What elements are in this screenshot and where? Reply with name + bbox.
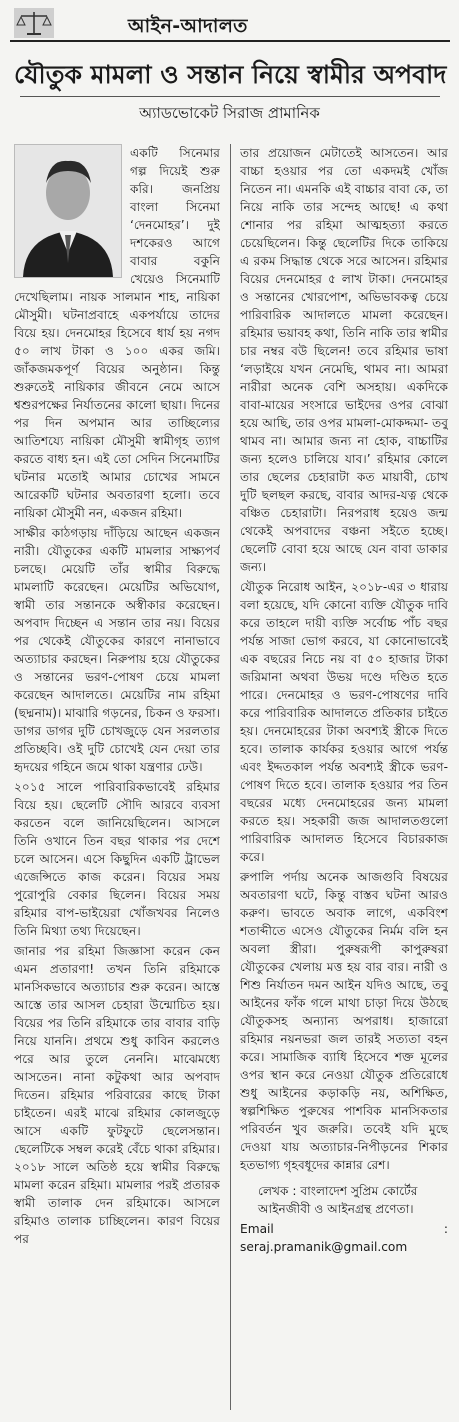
article-column-right (240, 144, 448, 1410)
article-paragraph: ২০১৫ সালে পারিবারিকভাবেই রহিমার বিয়ে হয়। ছেলেটি সৌদি আরবে ব্যবসা করতেন বলে জানিয়েছিলেন। আসলে তিনি ওখানে তিন বছর থাকার পর দেশে চলে আসেন। এসে কিছুদিন একটি ট্রাভেল এজেন্সিতে কাজ করেন। বিয়ের সময় পুরোপুরি বেকার ছিলেন। বিয়ের সময় রহিমার বাপ-ভাইয়েরা খোঁজখবর নিলেও তিনি মিথ্যা তথ্য দিয়েছেন। (14, 780, 220, 938)
headline-divider (20, 96, 440, 97)
article-paragraph: যৌতুক নিরোধ আইন, ২০১৮-এর ৩ ধারায় বলা হয়েছে, যদি কোনো ব্যক্তি যৌতুক দাবি করে তাহলে দায়ী ব্যক্তি সর্বোচ্চ পাঁচ বছর পর্যন্ত সাজা ভোগ করবে, যা কোনোভাবেই এক বছরের নিচে নয় বা ৫০ হাজার টাকা জরিমানা অথবা উভয় দণ্ডে দণ্ডিত হতে পারে। দেনমোহর ও ভরণ-পোষণের দাবি করে পারিবারিক আদালতে প্রতিকার চাইতে হয়। দেনমোহরের টাকা অবশ্যই স্ত্রীকে দিতে হবে। তালাক কার্যকর হওয়ার আগে পর্যন্ত এবং ইদ্দতকাল পর্যন্ত অবশ্যই স্ত্রীকে ভরণ-পোষণ দিতে হবে। তালাক হওয়ার পর তিন বছরের মধ্যে দেনমোহরের জন্য মামলা করতে হয়। সহকারী জজ আদালতগুলো পারিবারিক আদালত হিসেবে বিচারকাজ করে। (240, 580, 448, 864)
article-paragraph: একটি সিনেমার গল্প দিয়েই শুরু করি। জনপ্রিয় বাংলা সিনেমা ‘দেনমোহর’। দুই দশকেরও আগে বাবার বকুনি খেয়েও সিনেমাটি দেখেছিলাম। নায়ক সালমান শাহ, নায়িকা মৌসুমী। ঘটনাপ্রবাহে একপর্যায়ে তাদের বিয়ে হয়। দেনমোহর হিসেবে ধার্য হয় নগদ ৫০ লাখ টাকা ও ১০০ একর জমি। জাঁকজমকপূর্ণ বিয়ের অনুষ্ঠান। কিন্তু শুরুতেই নায়িকার জীবনে নেমে আসে শ্বশুরপক্ষের নির্যাতনের কালো ছায়া। দিনের পর দিন অপমান আর তাচ্ছিল্যের আতিশয্যে নায়িকা মৌসুমী স্বামীগৃহ ত্যাগ করতে বাধ্য হন। এই তো সেদিন সিনেমাটির ঘটনার মতোই আমার চোখের সামনে আরেকটি ঘটনার অবতারণা হলো। তবে নায়িকা মৌসুমী নন, একজন রহিমা। (14, 146, 220, 520)
author-credit-line: লেখক : বাংলাদেশ সুপ্রিম কোর্টের (258, 1184, 418, 1198)
article-paragraph: রুপালি পর্দায় অনেক আজগুবি বিষয়ের অবতারণা ঘটে, কিন্তু বাস্তব ঘটনা আরও করুণ। ভাবতে অবাক লাগে, একবিংশ শতাব্দীতে এসেও যৌতুকের নির্মম বলি হন অবলা স্ত্রীরা। পুরুষরূপী কাপুরুষরা যৌতুকের খেলায় মত্ত হয় বার বার। নারী ও শিশু নির্যাতন দমন আইন যদিও আছে, তবু আইনের ফাঁক গলে মাথা চাড়া দিয়ে উঠছে যৌতুকসহ অন্যান্য অপরাধ। হাজারো রহিমার নয়নভরা জল তারই সত্যতা বহন করে। সামাজিক ব্যাধি হিসেবে শক্ত মূলের ওপর স্থান করে নেওয়া যৌতুক প্রতিরোধে শুধু আইনের কড়াকড়ি নয়, অশিক্ষিত, স্বল্পশিক্ষিত পুরুষের পাশবিক মানসিকতার পরিবর্তন খুব জরুরি। তবেই যদি মুছে দেওয়া যায় অত্যাচার-নিপীড়নের শিকার হতভাগ্য গৃহবধূদের কান্নার রেশ। (240, 870, 448, 1172)
column-divider (230, 144, 231, 1410)
author-email[interactable]: Email : seraj.pramanik@gmail.com (240, 1222, 448, 1254)
author-credit-line: আইনজীবী ও আইনগ্রন্থ প্রণেতা। (258, 1202, 414, 1216)
article-paragraph: তার প্রয়োজন মেটাতেই আসতেন। আর বাচ্চা হওয়ার পর তো একদমই খোঁজ নিতেন না। এমনকি এই বাচ্চার বাবা কে, তা নিয়ে নাকি তার সন্দেহ আছে! এ কথা শোনার পর রহিমা আত্মহত্যা করতে চেয়েছিলেন। কিন্তু ছেলেটির দিকে তাকিয়ে এ রকম সিদ্ধান্ত থেকে সরে আসেন। রহিমার বিয়ের দেনমোহর ৫ লাখ টাকা। দেনমোহর ও সন্তানের খোরপোশ, অভিভাবকত্ব চেয়ে পারিবারিক আদালতে মামলা করেছেন। রহিমার ভয়াবহ কথা, তিনি নাকি তার স্বামীর চার নম্বর বউ ছিলেন! তবে রহিমার ভাষা ‘লড়াইয়ে যখন নেমেছি, থামব না। আমরা নারীরা অনেক বেশি অসহায়। একদিকে বাবা-মায়ের সংসারে ভাইদের ওপর বোঝা হয়ে আছি, তার ওপর মামলা-মোকদ্দমা- তবু থামব না। আমার জন্য না হোক, বাচ্চাটির জন্য হলেও চালিয়ে যাব।’ রহিমার কোলে তার ছেলের চেহারাটা কত মায়াবী, চোখ দুটি ছলছল করছে, বাবার আদর-যত্ন থেকে বঞ্চিত চেহারাটা। নিরপরাধ হয়েও জন্ম থেকেই অপবাদের বঞ্চনা সইতে হচ্ছে। ছেলেটি বোবা হয়ে আছে যেন বাবা ডাকার জন্য। (240, 146, 448, 574)
author-footer (240, 1182, 448, 1256)
section-header (10, 6, 450, 42)
section-title: আইন-আদালত (128, 15, 248, 37)
article-paragraph: সাক্ষীর কাঠগড়ায় দাঁড়িয়ে আছেন একজন নারী। যৌতুকের একটি মামলার সাক্ষ্যপর্ব চলছে। মেয়েটি তাঁর স্বামীর বিরুদ্ধে মামলাটি করেছেন। মেয়েটির অভিযোগ, স্বামী তার সন্তানকে অস্বীকার করেছেন। অপবাদ দিচ্ছেন এ সন্তান তার নয়। বিয়ের পর থেকেই যৌতুকের কারণে নানাভাবে অত্যাচার করছেন। নিরুপায় হয়ে যৌতুকের ও সন্তানের ভরণ-পোষণ চেয়ে মামলা করেছেন আদালতে। মেয়েটির নাম রহিমা (ছদ্মনাম)। মাঝারি গড়নের, চিকন ও ফরসা। ডাগর ডাগর দুটি চোখজুড়ে যেন সরলতার প্রতিচ্ছবি। ওই দুটি চোখেই যেন দেয়া তার হৃদয়ের গহিনে জমে থাকা যন্ত্রণার ঢেউ। (14, 526, 220, 774)
scales-of-justice-icon (14, 8, 54, 38)
article-paragraph: জানার পর রহিমা জিজ্ঞাসা করেন কেন এমন প্রতারণা! তখন তিনি রহিমাকে মানসিকভাবে অত্যাচার শুরু করেন। আস্তে আস্তে তার আসল চেহারা উন্মোচিত হয়। বিয়ের পর তিনি রহিমাকে তার বাবার বাড়ি নিয়ে যাননি। প্রথমে শুধু কাবিন করলেও পরে আর তুলে নেননি। মাঝেমধ্যে আসতেন। নানা কটুকথা আর অপবাদ দিতেন। রহিমার পরিবারের কাছে টাকা চাইতেন। এরই মাঝে রহিমার কোলজুড়ে আসে একটি ফুটফুটে ছেলেসন্তান। ছেলেটিকে সম্বল করেই বেঁচে থাকা রহিমার। ২০১৮ সালে অতিষ্ঠ হয়ে স্বামীর বিরুদ্ধে মামলা করেন রহিমা। মামলার পরই প্রতারক স্বামী তালাক দেন রহিমাকে। আসলে রহিমাও তালাক চাচ্ছিলেন। কারণ বিয়ের পর (14, 944, 220, 1246)
article-headline: যৌতুক মামলা ও সন্তান নিয়ে স্বামীর অপবাদ (14, 60, 447, 89)
author-photo (14, 144, 122, 278)
article-column-left (14, 144, 220, 1410)
article-byline: অ্যাডভোকেট সিরাজ প্রামানিক (139, 104, 320, 122)
